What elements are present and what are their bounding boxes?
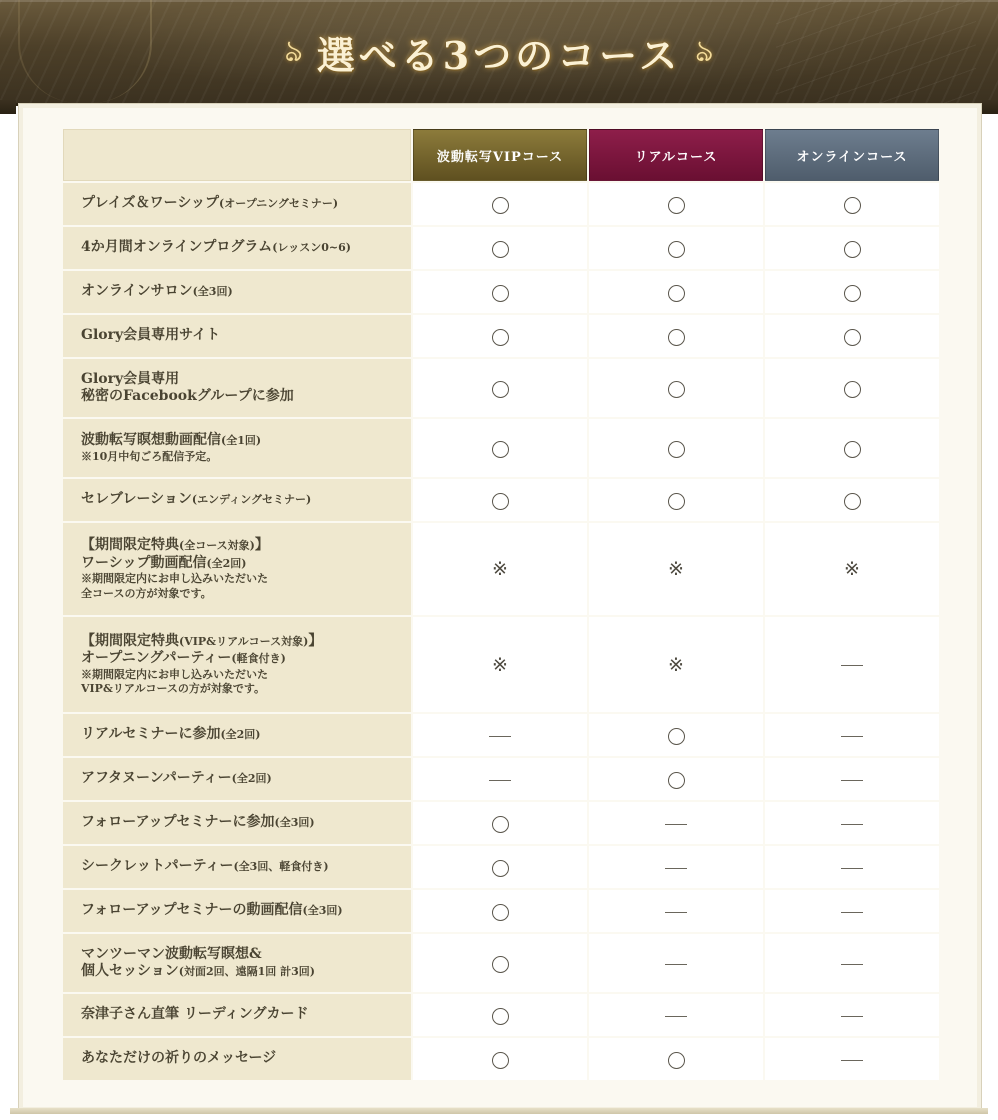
row-label-text: セレブレーション [81,491,192,508]
row-label-small: (レッスン0~6) [272,241,352,255]
cell-vip [413,227,587,269]
row-label-text: 【期間限定特典 [81,537,179,554]
header-blank [63,129,411,181]
row-label-line [81,770,411,788]
table-row [63,934,939,992]
page-title: 選べる3つのコース [316,32,682,78]
cell-real [589,890,763,932]
cell-vip [413,617,587,712]
cell-online [765,359,939,417]
dash-mark-icon [841,964,863,965]
cell-real [589,479,763,521]
cell-vip [413,994,587,1036]
cell-real [589,617,763,712]
row-note: 全コースの方が対象です。 [81,586,212,600]
table-row [63,419,939,477]
row-label-line [81,432,411,450]
row-label-text: 秘密のFacebookグループに参加 [81,388,294,404]
cell-online [765,714,939,756]
dash-mark-icon [665,912,687,913]
table-row [63,846,939,888]
left-swirl-icon: ঌ [284,33,303,69]
row-label-small: (エンディングセミナー) [191,493,312,507]
circle-mark-icon [844,329,861,346]
row-label-text: 奈津子さん直筆 リーディングカード [81,1006,309,1023]
dash-mark-icon [841,736,863,737]
circle-mark-icon [492,197,509,214]
row-label-small: (全3回) [192,285,233,299]
table-row [63,994,939,1036]
circle-mark-icon [668,493,685,510]
cell-online [765,994,939,1036]
cell-real [589,802,763,844]
row-label-line [81,555,411,573]
row-label-line [81,283,411,301]
row-note: VIP&リアルコースの方が対象です。 [81,682,266,695]
row-label [63,315,411,357]
row-label-text: アフタヌーンパーティー [81,770,232,787]
row-label-line [81,858,411,876]
dash-mark-icon [665,824,687,825]
header-online-course: オンラインコース [765,129,939,181]
row-label-small: (全2回) [206,556,247,570]
row-label-small: (VIP&リアルコース対象) [179,634,309,648]
row-label-small: (対面2回、遠隔1回 計3回) [178,965,315,978]
row-label-text: ワーシップ動画配信 [81,554,207,571]
kome-mark-icon: ※ [492,558,508,581]
row-label-line [81,946,411,964]
dash-mark-icon [841,868,863,869]
row-note: ※期間限定内にお申し込みいただいた [81,572,268,586]
dash-mark-icon [489,780,511,781]
row-label-small: (全コース対象) [179,539,255,553]
table-row [63,1038,939,1080]
circle-mark-icon [668,381,685,398]
circle-mark-icon [668,772,685,789]
row-label [63,934,411,992]
kome-mark-icon: ※ [668,558,684,581]
right-swirl-icon: ঌ [695,33,714,69]
cell-online [765,934,939,992]
cell-vip [413,183,587,225]
dash-mark-icon [841,824,863,825]
row-label [63,227,411,269]
row-label-line [81,537,411,555]
cell-vip [413,479,587,521]
row-label-text: リアルセミナーに参加 [81,726,221,743]
cell-online [765,617,939,712]
circle-mark-icon [492,816,509,833]
row-label-text: プレイズ＆ワーシップ [81,195,220,212]
circle-mark-icon [492,956,509,973]
row-label-text: 個人セッション [81,963,179,979]
table-header-row [63,129,939,181]
row-label-text: フォローアップセミナーの動画配信 [81,902,303,919]
cell-real [589,714,763,756]
row-label-small: (全2回) [220,728,261,742]
cell-online [765,479,939,521]
cell-vip [413,934,587,992]
circle-mark-icon [668,285,685,302]
row-label [63,271,411,313]
row-label-small: (全3回) [274,816,315,830]
dash-mark-icon [665,1016,687,1017]
dash-mark-icon [841,780,863,781]
cell-real [589,846,763,888]
cell-vip [413,359,587,417]
kome-mark-icon: ※ [492,653,508,676]
dash-mark-icon [665,964,687,965]
circle-mark-icon [844,197,861,214]
cell-vip [413,271,587,313]
cell-real [589,758,763,800]
circle-mark-icon [492,441,509,458]
cell-online [765,1038,939,1080]
table-row [63,523,939,615]
row-label-line [81,902,411,920]
row-label-text: Glory会員専用サイト [81,327,221,344]
row-label-text: 4か月間オンラインプログラム [81,239,273,256]
dash-mark-icon [841,912,863,913]
cell-online [765,758,939,800]
cell-online [765,846,939,888]
table-row [63,227,939,269]
cell-vip [413,419,587,477]
row-label-end: 】 [308,632,323,649]
row-label-line [81,814,411,832]
row-label [63,1038,411,1080]
circle-mark-icon [492,860,509,877]
cell-vip [413,1038,587,1080]
cell-online [765,523,939,615]
cell-real [589,183,763,225]
course-comparison-table [61,127,941,1082]
row-label-line [81,388,411,406]
row-label-small: (軽食付き) [231,652,286,666]
row-label-small: (オープニングセミナー) [219,197,339,211]
circle-mark-icon [668,241,685,258]
header-real-course: リアルコース [589,129,763,181]
row-label [63,617,411,712]
cell-vip [413,315,587,357]
row-label [63,479,411,521]
table-row [63,315,939,357]
cell-real [589,934,763,992]
table-row [63,359,939,417]
circle-mark-icon [668,1052,685,1069]
row-label-end: 】 [254,537,269,554]
cell-real [589,994,763,1036]
row-label-line [81,239,411,257]
dash-mark-icon [665,868,687,869]
table-row [63,890,939,932]
cell-real [589,359,763,417]
circle-mark-icon [492,329,509,346]
cell-vip [413,846,587,888]
row-label-line [81,491,411,509]
dash-mark-icon [489,736,511,737]
row-label-small: (全1回) [221,434,262,448]
row-label-line [81,1006,411,1024]
cell-online [765,419,939,477]
kome-mark-icon: ※ [668,653,684,676]
row-label [63,802,411,844]
circle-mark-icon [492,1052,509,1069]
row-label [63,890,411,932]
cell-real [589,419,763,477]
cell-online [765,315,939,357]
cell-real [589,315,763,357]
row-label-text: あなただけの祈りのメッセージ [81,1050,277,1067]
row-label-text: オープニングパーティー [81,650,232,667]
cell-real [589,1038,763,1080]
banner-edge-left [0,100,16,114]
row-label-text: フォローアップセミナーに参加 [81,814,275,831]
title-wrap [0,22,998,82]
cell-online [765,227,939,269]
row-label [63,994,411,1036]
cell-online [765,183,939,225]
circle-mark-icon [844,441,861,458]
table-row [63,479,939,521]
row-label [63,714,411,756]
row-label-line [81,650,411,668]
cell-vip [413,802,587,844]
table-row [63,271,939,313]
circle-mark-icon [492,493,509,510]
row-note: ※10月中旬ごろ配信予定。 [81,449,218,463]
row-label-line [81,633,411,651]
row-label-text: シークレットパーティー [81,858,234,875]
cell-vip [413,890,587,932]
row-label-line [81,371,411,389]
circle-mark-icon [844,285,861,302]
cell-online [765,890,939,932]
circle-mark-icon [492,1008,509,1025]
row-label [63,846,411,888]
circle-mark-icon [492,904,509,921]
row-label-text: オンラインサロン [81,283,193,300]
kome-mark-icon: ※ [844,558,860,581]
circle-mark-icon [844,381,861,398]
cell-real [589,523,763,615]
row-label-text: マンツーマン波動転写瞑想& [81,945,262,962]
panel-bottom-edge [10,1108,988,1114]
cell-online [765,271,939,313]
circle-mark-icon [668,197,685,214]
banner-edge-right [982,100,998,114]
row-label [63,359,411,417]
circle-mark-icon [668,441,685,458]
circle-mark-icon [492,241,509,258]
row-label-line [81,1050,411,1068]
circle-mark-icon [844,493,861,510]
circle-mark-icon [668,329,685,346]
row-label-small: (全3回) [302,904,343,918]
cell-vip [413,714,587,756]
table-row [63,802,939,844]
table-row [63,714,939,756]
header-vip-course: 波動転写VIPコース [413,129,587,181]
table-row [63,617,939,712]
row-label-small: (全2回) [231,772,272,786]
row-label-line [81,726,411,744]
cell-vip [413,758,587,800]
table-row [63,758,939,800]
row-label-line [81,963,411,981]
title-banner [0,0,998,106]
row-label [63,183,411,225]
row-label-text: Glory会員専用 [81,370,180,387]
cell-online [765,802,939,844]
circle-mark-icon [668,728,685,745]
row-note: ※期間限定内にお申し込みいただいた [81,667,268,681]
circle-mark-icon [492,381,509,398]
row-label-text: 波動転写瞑想動画配信 [81,432,221,449]
row-label [63,523,411,615]
row-label-text: 【期間限定特典 [81,632,179,649]
row-label-small: (全3回、軽食付き) [233,860,329,874]
circle-mark-icon [492,285,509,302]
dash-mark-icon [841,665,863,666]
circle-mark-icon [844,241,861,258]
cell-real [589,271,763,313]
dash-mark-icon [841,1016,863,1017]
cell-real [589,227,763,269]
row-label [63,419,411,477]
row-label-line [81,327,411,345]
table-row [63,183,939,225]
dash-mark-icon [841,1060,863,1061]
row-label [63,758,411,800]
row-label-line [81,195,411,213]
cell-vip [413,523,587,615]
